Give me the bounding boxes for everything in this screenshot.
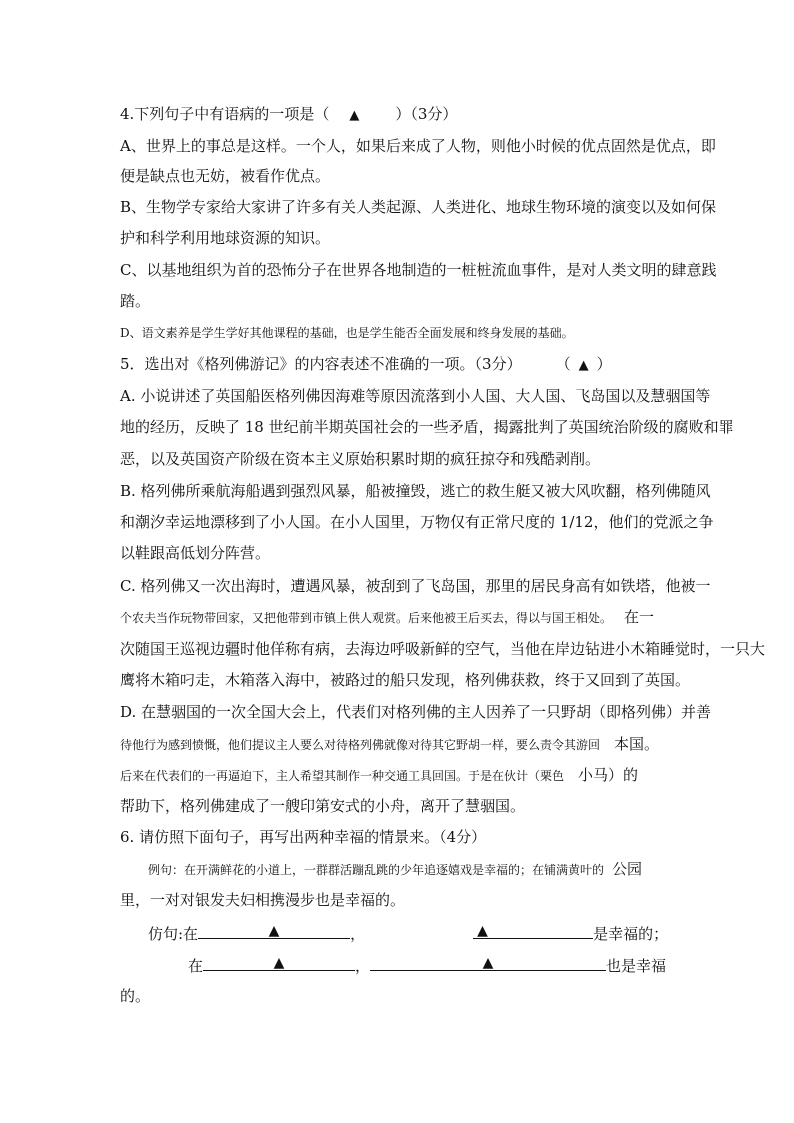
q6-blank-1[interactable]: [198, 922, 350, 939]
q5-option-c-line1: C. 格列佛又一次出海时，遭遇风暴，被刮到了飞岛国，那里的居民身高有如铁塔，他被一: [120, 577, 711, 595]
q5-option-a-line1: A. 小说讲述了英国船医格列佛因海难等原因流落到小人国、大人国、飞岛国以及慧骃国等: [120, 387, 711, 405]
q6-blank-2[interactable]: [473, 922, 593, 939]
q5-option-c-line2-text: 个农夫当作玩物带回家，又把他带到市镇上供人观赏。后来他被王后买去，得以与国王相处。: [120, 611, 613, 625]
q5-option-c-line2-tail: 在一: [624, 608, 655, 626]
q4-option-d: D、语文素养是学生学好其他课程的基础，也是学生能否全面发展和终身发展的基础。: [120, 326, 574, 340]
q6-zai: 在: [188, 957, 204, 975]
q5-option-d-line1: D. 在慧骃国的一次全国大会上，代表们对格列佛的主人因养了一只野胡（即格列佛）并善: [120, 703, 712, 721]
q6-example-line2: 里，一对对银发夫妇相携漫步也是幸福的。: [120, 891, 406, 909]
q6-blank-4[interactable]: [370, 954, 606, 971]
q5-option-c-line4: 鹰将木箱叼走，木箱落入海中，被路过的船只发现，格列佛获救，终于又回到了英国。: [120, 671, 691, 689]
q4-option-c-line2: 踏。: [120, 292, 151, 310]
q4-stem-line: [120, 104, 457, 126]
q5-option-d-line2-text: 待他行为感到愤慨，他们提议主人要么对待格列佛就像对待其它野胡一样，要么责令其游回: [120, 738, 601, 752]
q5-option-a-line2: 地的经历，反映了 18 世纪前半期英国社会的一些矛盾，揭露批判了英国统治阶级的腐败和罪: [120, 418, 734, 436]
q5-option-a-line3: 恶，以及英国资产阶级在资本主义原始积累时期的疯狂掠夺和残酷剥削。: [120, 450, 601, 468]
q4-option-b-line1: B、生物学专家给大家讲了许多有关人类起源、人类进化、地球生物环境的演变以及如何保: [120, 198, 717, 216]
q6-stem: 6. 请仿照下面句子，再写出两种幸福的情景来。（4分）: [120, 828, 487, 846]
q5-option-b-line2: 和潮汐幸运地漂移到了小人国。在小人国里，万物仅有正常尺度的 1/12，他们的党派之争: [120, 513, 714, 531]
q5-stem: 5．选出对《格列佛游记》的内容表述不准确的一项。（3分）: [120, 355, 522, 373]
q6-example-text: 例句：在开满鲜花的小道上，一群群活蹦乱跳的少年追逐嬉戏是幸福的；在铺满黄叶的: [148, 863, 605, 877]
q4-option-a-line2: 便是缺点也无妨，被看作优点。: [120, 167, 331, 185]
q4-points: ）（3分）: [395, 105, 458, 123]
q6-blank-3[interactable]: [203, 954, 355, 971]
q4-option-b-line2: 护和科学利用地球资源的知识。: [120, 229, 331, 247]
q5-option-d-line2: [120, 734, 659, 755]
q6-example-line1: [148, 859, 642, 880]
q4-option-a-line1: A、世界上的事总是这样。一个人，如果后来成了人物，则他小时候的优点固然是优点，即: [120, 137, 716, 155]
q6-blank-1-marker: ▲: [268, 923, 280, 939]
q5-option-b-line3: 以鞋跟高低划分阵营。: [120, 544, 271, 562]
q6-imitate-line2: [188, 954, 666, 976]
q5-option-d-line3: [120, 765, 638, 786]
q6-comma-2: ，: [355, 957, 371, 975]
q6-blank-4-marker: ▲: [482, 955, 494, 971]
q5-option-d-line4: 帮助下，格列佛建成了一艘印第安式的小舟，离开了慧骃国。: [120, 797, 526, 815]
q6-happy-2: 也是幸福: [606, 957, 667, 975]
q6-imitate-line1: [148, 922, 668, 944]
q6-example-tail: 公园: [612, 860, 643, 878]
q5-answer-marker: ▲: [578, 358, 589, 373]
q5-option-c-line2: [120, 607, 654, 628]
q6-blank-3-marker: ▲: [273, 955, 285, 971]
q6-blank-2-marker: ▲: [477, 923, 488, 939]
q4-option-c-line1: C、以基地组织为首的恐怖分子在世界各地制造的一桩桩流血事件，是对人类文明的肆意践: [120, 261, 717, 279]
q5-stem-line: [120, 354, 612, 376]
q6-imitate-label: 仿句:在: [148, 925, 199, 943]
q6-happy-1: 是幸福的；: [593, 925, 669, 943]
q5-option-c-line3: 次随国王巡视边疆时他佯称有病，去海边呼吸新鲜的空气，当他在岸边钻进小木箱睡觉时，一只大: [120, 640, 766, 658]
q5-option-d-line3-tail: 小马）的: [578, 766, 639, 784]
q5-open-paren: （: [555, 355, 571, 373]
q6-comma-1: ，: [350, 925, 366, 943]
q6-imitate-end: 的。: [120, 987, 151, 1005]
q5-option-d-line2-tail: 本国。: [614, 735, 660, 753]
q5-close-paren: ）: [596, 355, 612, 373]
q5-option-b-line1: B. 格列佛所乘航海船遇到强烈风暴，船被撞毁，逃亡的救生艇又被大风吹翻，格列佛随风: [120, 482, 711, 500]
q4-stem: 4.下列句子中有语病的一项是（: [120, 105, 330, 123]
q5-option-d-line3-text: 后来在代表们的一再逼迫下，主人希望其制作一种交通工具回国。于是在伙计（栗色: [120, 769, 565, 783]
q4-answer-marker: ▲: [349, 108, 360, 123]
